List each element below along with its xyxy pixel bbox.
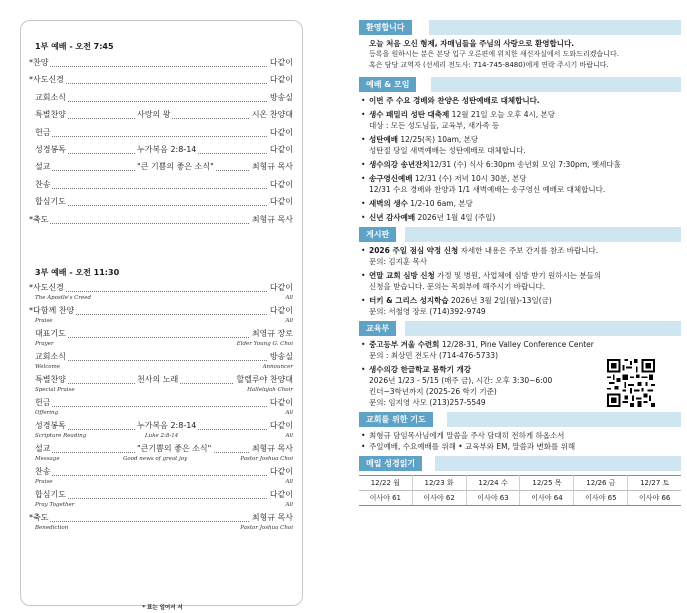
english-label: Praise: [35, 318, 53, 324]
item-label: [35, 179, 52, 191]
prayer-heading: 교회를 위한 기도: [359, 412, 433, 427]
dot-leader: [35, 136, 293, 137]
worship-item-text: 12/31 (수) 식사 6:30pm 송년회 모임 7:30pm, 벳세다홀: [429, 160, 621, 169]
item-leader: 다같이: [269, 179, 293, 189]
service-line: [29, 57, 293, 69]
item-leader: 다같이: [269, 398, 293, 407]
item-leader: 방송실: [269, 92, 293, 102]
dot-leader: [35, 406, 293, 407]
english-leader: Elder Young G. Choi: [236, 341, 293, 347]
heading-band: [429, 20, 681, 35]
education-item-detail: 2026년 1/23 - 5/15 (매주 금), 시간: 오후 3:30~6:00: [369, 376, 553, 385]
worship-item-title: 신년 감사예배: [369, 213, 416, 222]
english-leader: Pastor Joshua Choi: [240, 525, 293, 531]
item-leader: 방송실: [269, 352, 293, 361]
english-subtitle: [35, 501, 293, 510]
item-label: [35, 489, 68, 501]
service-row: [35, 92, 293, 109]
service-line: [35, 420, 293, 432]
service-row: [29, 305, 293, 328]
worship-item-title: 생수의강 송년잔치: [369, 160, 430, 169]
english-label: Special Praise: [35, 387, 75, 393]
board-section-header: [359, 227, 681, 242]
item-leader: 다같이: [269, 197, 293, 207]
service-line: [35, 443, 293, 455]
item-label: [35, 420, 68, 432]
english-subtitle: [35, 478, 293, 487]
reading-date: 12/25 목: [520, 476, 574, 491]
reading-date: 12/23 화: [412, 476, 466, 491]
board-list: [359, 245, 681, 317]
english-leader: All: [285, 410, 293, 416]
service-row: [29, 282, 293, 305]
dot-leader: [35, 188, 293, 189]
education-item-detail: 킨더~3학년까지 (2025-26 학기 기준): [369, 387, 497, 396]
item-label: [29, 282, 66, 294]
stand-marker: *: [29, 513, 33, 522]
item-leader: 다같이: [269, 75, 293, 85]
item-leader: 다같이: [269, 127, 293, 137]
worship-item: [361, 109, 681, 131]
english-leader: All: [285, 479, 293, 485]
service-row: [35, 489, 293, 512]
english-subtitle: [35, 455, 293, 464]
service-row: [35, 127, 293, 144]
item-name: 사도신경: [33, 75, 64, 85]
item-detail: 사랑의 왕: [137, 110, 171, 120]
item-label: [35, 328, 68, 340]
worship-list: [359, 95, 681, 223]
worship-item-text: 12/25(목) 10am, 본당: [397, 135, 479, 144]
english-label: Welcome: [35, 364, 61, 370]
item-name: 헌금: [35, 127, 51, 137]
english-leader: All: [285, 295, 293, 301]
worship-item-line: [369, 212, 681, 223]
service-1: [29, 41, 293, 231]
worship-item-line: [369, 198, 681, 209]
item-name: 설교: [35, 162, 51, 172]
education-section-header: [359, 321, 681, 336]
service-line: [35, 466, 293, 478]
worship-item-title: 생수 패밀리 성탄 대축제: [369, 110, 450, 119]
service-line: [29, 74, 293, 86]
worship-item-detail: 12/31 수요 경배와 찬양과 1/1 새벽예배는 송구영신 예배로 대체합니다.: [369, 185, 606, 194]
service-3-title: 3부 예배 - 오전 11:30: [35, 268, 120, 277]
worship-item-title: 성탄예배: [369, 135, 398, 144]
service-line: [35, 374, 293, 386]
worship-item: [361, 173, 681, 195]
english-label: Scripture Reading: [35, 433, 87, 439]
english-subtitle: [35, 409, 293, 418]
dot-leader: [35, 291, 293, 292]
worship-item-title: 새벽의 생수: [369, 199, 408, 208]
reading-passage: 이사야 65: [574, 491, 628, 506]
item-leader: 최형규 목사: [251, 444, 293, 453]
english-leader: Pastor Joshua Choi: [240, 456, 293, 462]
board-item-title: 터키 & 그리스 성지학습: [369, 296, 449, 305]
item-leader: 다같이: [269, 58, 293, 67]
item-name: 찬양: [33, 58, 49, 67]
worship-item: [361, 212, 681, 223]
board-heading: 게시판: [359, 227, 396, 242]
worship-item-line: [369, 173, 681, 184]
service-row: [35, 109, 293, 126]
worship-item-text: 12/31 (수) 저녁 10시 30분, 본당: [412, 174, 527, 183]
english-leader: Announcer: [262, 364, 293, 370]
heading-band: [447, 412, 681, 427]
board-item-detail: 신청을 받습니다. 문의는 목회부에 해주시기 바랍니다.: [369, 282, 546, 291]
board-item-text: 2026년 3월 2일(월)-13일(금): [448, 296, 552, 305]
worship-item: [361, 159, 681, 170]
reading-date: 12/22 월: [359, 476, 412, 491]
english-label: Message: [35, 456, 60, 462]
service-line: [35, 351, 293, 363]
board-item-title: 2026 주일 점심 약정 신청: [369, 246, 459, 255]
worship-item-detail: 성탄절 당일 새벽예배는 성탄예배로 대체합니다.: [369, 146, 526, 155]
item-leader: 최형규 목사: [251, 162, 293, 172]
item-name: 합심기도: [35, 197, 66, 207]
welcome-section-header: [359, 20, 681, 35]
service-1-title: 1부 예배 - 오전 7:45: [35, 42, 114, 51]
service-row: [29, 512, 293, 535]
board-item: [361, 270, 681, 292]
service-line: [35, 109, 293, 121]
stand-marker: *: [29, 283, 33, 292]
item-label: [35, 92, 68, 104]
item-label: [29, 305, 76, 317]
item-label: [29, 57, 50, 69]
item-name: 찬송: [35, 467, 51, 476]
item-leader: 다같이: [269, 306, 293, 315]
item-leader: 최형규 목사: [251, 513, 293, 522]
item-leader: 할렐루야 찬양대: [236, 375, 293, 384]
english-leader: All: [285, 318, 293, 324]
item-detail: "큰기쁨의 좋은 소식": [137, 444, 212, 453]
qr-code-icon: [607, 359, 655, 407]
english-label: Pray Together: [35, 502, 75, 508]
worship-item-line: [369, 134, 681, 145]
service-row: [35, 196, 293, 213]
reading-passage: 이사야 66: [628, 491, 681, 506]
board-item: [361, 245, 681, 267]
service-row: [29, 214, 293, 231]
item-label: [35, 397, 52, 409]
service-line: [35, 92, 293, 104]
english-subtitle: [35, 340, 293, 349]
prayer-item: • 주일예배, 수요예배를 위해 • 교육부와 EM, 말씀과 변화를 위해: [361, 441, 681, 452]
english-subtitle: [35, 317, 293, 326]
english-detail: Luke 2:8-14: [145, 433, 179, 439]
education-item-detail: 문의: 임지영 사모 (213)257-5549: [369, 398, 486, 407]
welcome-line: 등록을 원하시는 분은 본당 입구 오른편에 위치한 새신자실에서 도와드리겠습니다.: [369, 50, 619, 58]
item-detail: 누가복음 2:8-14: [137, 421, 197, 430]
english-subtitle: [35, 363, 293, 372]
reading-date: 12/27 토: [628, 476, 681, 491]
board-item-detail: 문의: 김지훈 목사: [369, 257, 428, 266]
welcome-heading: 환영합니다: [359, 20, 412, 35]
service-row: [29, 57, 293, 74]
item-name: 축도: [33, 513, 49, 522]
education-item: [361, 339, 681, 361]
item-name: 특별찬양: [35, 110, 66, 120]
board-item-title: 연말 교회 심방 신청: [369, 271, 435, 280]
worship-item-detail: 대상 : 모든 성도님들, 교육부, 새가족 등: [369, 121, 500, 130]
item-leader: 다같이: [269, 283, 293, 292]
english-label: The Apostle's Creed: [35, 295, 92, 301]
worship-heading: 예배 & 모임: [359, 77, 416, 92]
worship-item: [361, 134, 681, 156]
standing-footnote: * 표는 일어서 서: [142, 605, 183, 611]
board-item-line: [369, 245, 681, 256]
board-item-detail: 문의: 서철영 장로 (714)392-9749: [369, 307, 486, 316]
welcome-line: 혹은 담당 교역자 (선세리 전도사: 714-745-8480)에게 연락 주시기 바랍니다.: [369, 61, 609, 69]
english-leader: Hallelujah Choir: [247, 387, 293, 393]
service-line: [29, 512, 293, 524]
dot-leader: [35, 475, 293, 476]
item-name: 축도: [33, 214, 49, 224]
service-line: [35, 397, 293, 409]
service-row: [35, 397, 293, 420]
reading-passage: 이사야 63: [466, 491, 520, 506]
board-item-line: [369, 270, 681, 281]
reading-heading: 매일 성경읽기: [359, 456, 422, 471]
dot-leader: [35, 83, 293, 84]
worship-item: [361, 95, 681, 106]
education-item-text: 12/28-31, Pine Valley Conference Center: [439, 340, 594, 349]
reading-passage: 이사야 62: [412, 491, 466, 506]
item-label: [29, 512, 50, 524]
item-leader: 최영규 장로: [251, 329, 293, 338]
item-name: 성경봉독: [35, 144, 66, 154]
education-item-title: 중고등부 겨울 수련회: [369, 340, 440, 349]
service-line: [35, 328, 293, 340]
stand-marker: *: [29, 58, 33, 67]
announcements-column: [359, 20, 681, 506]
item-name: 헌금: [35, 398, 51, 407]
board-item-text: 자세한 내용은 주보 간지를 참조 바랍니다.: [458, 246, 599, 255]
reading-passage: 이사야 61: [359, 491, 412, 506]
worship-item-title: 이번 주 수요 경배와 찬양은 성탄예배로 대체합니다.: [369, 96, 540, 105]
education-item-detail: 문의 : 최상민 전도사 (714-476-5733): [369, 351, 499, 360]
item-leader: 다같이: [269, 421, 293, 430]
english-label: Praise: [35, 479, 53, 485]
english-label: Offering: [35, 410, 59, 416]
item-leader: 최형규 목사: [251, 214, 293, 224]
stand-marker: *: [29, 214, 33, 224]
welcome-line: 오늘 처음 오신 형제, 자매님들을 주님의 사랑으로 환영합니다.: [369, 39, 575, 48]
service-row: [35, 466, 293, 489]
item-detail: 천사의 노래: [137, 375, 179, 384]
item-name: 사도신경: [33, 283, 64, 292]
heading-band: [431, 77, 681, 92]
heading-band: [435, 456, 681, 471]
service-line: [29, 282, 293, 294]
dot-leader: [35, 66, 293, 67]
education-item-title: 생수의강 한글학교 봄학기 개강: [369, 365, 472, 374]
reading-plan-table: [359, 475, 681, 506]
english-subtitle: [35, 432, 293, 441]
education-heading: 교육부: [359, 321, 396, 336]
service-line: [29, 214, 293, 226]
service-row: [29, 74, 293, 91]
welcome-body: [359, 38, 681, 71]
service-line: [35, 144, 293, 156]
service-row: [35, 144, 293, 161]
prayer-section-header: [359, 412, 681, 427]
dot-leader: [35, 360, 293, 361]
service-line: [35, 179, 293, 191]
item-label: [29, 214, 50, 226]
item-leader: 다같이: [269, 144, 293, 154]
service-row: [35, 420, 293, 443]
service-line: [29, 305, 293, 317]
service-row: [35, 328, 293, 351]
english-subtitle: [35, 524, 293, 533]
dot-leader: [35, 498, 293, 499]
reading-passage: 이사야 64: [520, 491, 574, 506]
item-name: 대표기도: [35, 329, 66, 338]
item-label: [35, 144, 68, 156]
worship-item-text: 1/2-10 6am, 본당: [407, 199, 473, 208]
service-line: [35, 127, 293, 139]
item-name: 다함께 찬양: [33, 306, 75, 315]
item-label: [35, 161, 52, 173]
english-label: Benediction: [35, 525, 69, 531]
item-label: [29, 74, 66, 86]
worship-item-line: [369, 159, 681, 170]
item-name: 특별찬양: [35, 375, 66, 384]
service-line: [35, 196, 293, 208]
english-label: Prayer: [35, 341, 54, 347]
item-name: 성경봉독: [35, 421, 66, 430]
prayer-list: [359, 430, 681, 452]
prayer-item: • 최형규 담임목사님에게 말씀을 주사 담대히 전하게 하옵소서: [361, 430, 681, 441]
order-of-service-card: [20, 20, 303, 611]
board-item-line: [369, 295, 681, 306]
dot-leader: [35, 205, 293, 206]
education-item-line: [369, 339, 681, 350]
item-label: [35, 466, 52, 478]
board-item-text: 가정 및 병원, 사업체에 심방 받기 원하시는 분들의: [434, 271, 602, 280]
reading-section-header: [359, 456, 681, 471]
item-leader: 시온 찬양대: [251, 110, 293, 120]
service-row: [35, 161, 293, 178]
item-leader: 다같이: [269, 467, 293, 476]
item-label: [35, 196, 68, 208]
english-leader: All: [285, 502, 293, 508]
item-name: 찬송: [35, 179, 51, 189]
stand-marker: *: [29, 75, 33, 85]
service-row: [35, 179, 293, 196]
dot-leader: [35, 101, 293, 102]
item-leader: 다같이: [269, 490, 293, 499]
item-label: [35, 374, 68, 386]
item-label: [35, 109, 68, 121]
worship-item: [361, 198, 681, 209]
reading-date: 12/26 금: [574, 476, 628, 491]
item-label: [35, 443, 52, 455]
board-item: [361, 295, 681, 317]
education-list: [359, 339, 681, 408]
item-name: 교회소식: [35, 352, 66, 361]
worship-item-line: [369, 109, 681, 120]
item-name: 합심기도: [35, 490, 66, 499]
english-subtitle: [35, 294, 293, 303]
item-name: 설교: [35, 444, 51, 453]
service-line: [35, 161, 293, 173]
stand-marker: *: [29, 306, 33, 315]
english-leader: All: [285, 433, 293, 439]
worship-item-line: [369, 95, 681, 106]
worship-section-header: [359, 77, 681, 92]
item-name: 교회소식: [35, 92, 66, 102]
worship-item-text: 2026년 1월 4일 (주일): [415, 213, 496, 222]
item-detail: "큰 기쁨의 좋은 소식": [137, 162, 214, 172]
heading-band: [405, 227, 681, 242]
reading-date: 12/24 수: [466, 476, 520, 491]
english-detail: Good news of great joy: [123, 456, 188, 462]
service-row: [35, 374, 293, 397]
heading-band: [405, 321, 681, 336]
worship-item-text: 12월 21일 오늘 오후 4시, 본당: [449, 110, 556, 119]
item-label: [35, 351, 68, 363]
english-subtitle: [35, 386, 293, 395]
service-3: [29, 267, 293, 535]
service-line: [35, 489, 293, 501]
worship-item-title: 송구영신예배: [369, 174, 413, 183]
item-label: [35, 127, 52, 139]
item-detail: 누가복음 2:8-14: [137, 144, 197, 154]
service-row: [35, 443, 293, 466]
service-row: [35, 351, 293, 374]
